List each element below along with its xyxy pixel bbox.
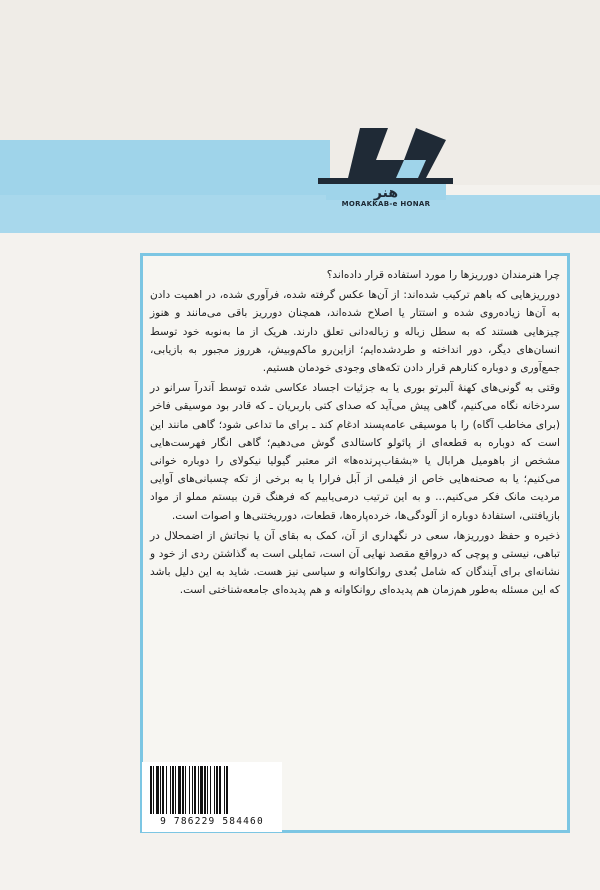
paragraph-1: دورریزهایی که باهم ترکیب شده‌اند: از آن‌ها عکس گرفته شده، فرآوری شده، در اهمیت دادن به آن‌ها زیاده‌روی شده و استتار یا اصلاح شده‌اند، همچنان دورریز باقی می‌مانند و هنوز چیزهایی هستند که به سطل زباله و زباله‌دانی تعلق دارند. هریک از ما به‌نوبه خود توسط انسان‌های دیگر، دور انداخته و طردشده‌ایم؛ ازاین‌رو ماکم‌وبیش، هرروز مجبور به بازیابی، جمع‌آوری و دوباره کنارهم قرار دادن تکه‌های وجودی خودمان هستیم. — [150, 289, 560, 375]
barcode-bar — [192, 766, 193, 814]
barcode-bar — [178, 766, 181, 814]
barcode-bar — [194, 766, 196, 814]
barcode-bar — [219, 766, 221, 814]
isbn-number: 9 786229 584460 — [160, 816, 264, 827]
logo-caption: MORAKKAB-e HONAR — [341, 200, 431, 208]
barcode-bar — [204, 766, 206, 814]
back-cover-text — [150, 266, 560, 602]
blue-stripe-full — [0, 195, 600, 233]
barcode-bar — [182, 766, 184, 814]
barcode-bar — [160, 766, 161, 814]
barcode-bar — [185, 766, 186, 814]
isbn-barcode — [142, 762, 282, 832]
barcode-bar — [153, 766, 154, 814]
publisher-logo-icon — [318, 118, 453, 203]
paragraph-3: ذخیره و حفظ دورریزها، سعی در نگهداری از آن، کمک به بقای آن یا نجاتش از اضمحلال در تباهی، نیستی و پوچی که درواقع مقصد نهایی آن است، تمایلی است به گذاشتن ردی از خود و نشانه‌ای برای آیندگان که شامل بُعدی روانکاوانه و سیاسی نیز هست. شاید به این دلیل باشد که این مسئله به‌طور هم‌زمان هم پدیده‌ای روانکاوانه و هم پدیده‌ای جامعه‌شناختی است. — [150, 529, 560, 597]
barcode-bar — [207, 766, 208, 814]
barcode-bars-icon — [148, 766, 276, 816]
barcode-bar — [175, 766, 176, 814]
barcode-bar — [214, 766, 215, 814]
barcode-bar — [198, 766, 199, 814]
barcode-bar — [166, 766, 167, 814]
paragraph-2: وقتی به گونی‌های کهنهٔ آلبرتو بوری یا به جزئیات اجساد عکاسی شده توسط آندرآ سرانو در سردخانه نگاه می‌کنیم، گاهی پیش می‌آید که صدای کتی باربریان ـ که قادر بود موسیقی فاخر (برای مخاطب آگاه) را با موسیقی عامه‌پسند ادغام کند ـ برای ما تداعی شود؛ گاهی مانند این است که دوباره به قطعه‌ای از پائولو کاستالدی گوش می‌دهیم؛ گاهی انگار فهرست‌هایی مشخص از باهومیل هرابال یا «بشقاب‌پرنده‌ها» اثر معتبر گیولیا نیکولای را دوباره خوانی می‌کنیم؛ یا به صحنه‌هایی خاص از فیلمی از آبل فرارا یا به برخی از تکه چسبانی‌های آوایی مردیت مانک فکر می‌کنیم... و به این ترتیب درمی‌یابیم که فرهنگ قرن بیستم مملو از مواد بازیافتنی، استفادهٔ دوباره از آلودگی‌ها، خرده‌پاره‌ها، قطعات، دورریختنی‌ها و اصوات است. — [150, 382, 560, 522]
barcode-bar — [150, 766, 152, 814]
logo-mark-text: هنر — [373, 185, 399, 201]
barcode-bar — [210, 766, 211, 814]
barcode-bar — [156, 766, 159, 814]
barcode-bar — [172, 766, 174, 814]
barcode-bar — [162, 766, 164, 814]
barcode-bar — [224, 766, 225, 814]
blue-stripe-left — [0, 140, 330, 200]
barcode-bar — [170, 766, 171, 814]
paragraph-question: چرا هنرمندان دورریزها را مورد استفاده قرار داده‌اند؟ — [326, 269, 560, 281]
barcode-bar — [226, 766, 228, 814]
barcode-bar — [189, 766, 190, 814]
barcode-bar — [200, 766, 203, 814]
barcode-bar — [216, 766, 218, 814]
